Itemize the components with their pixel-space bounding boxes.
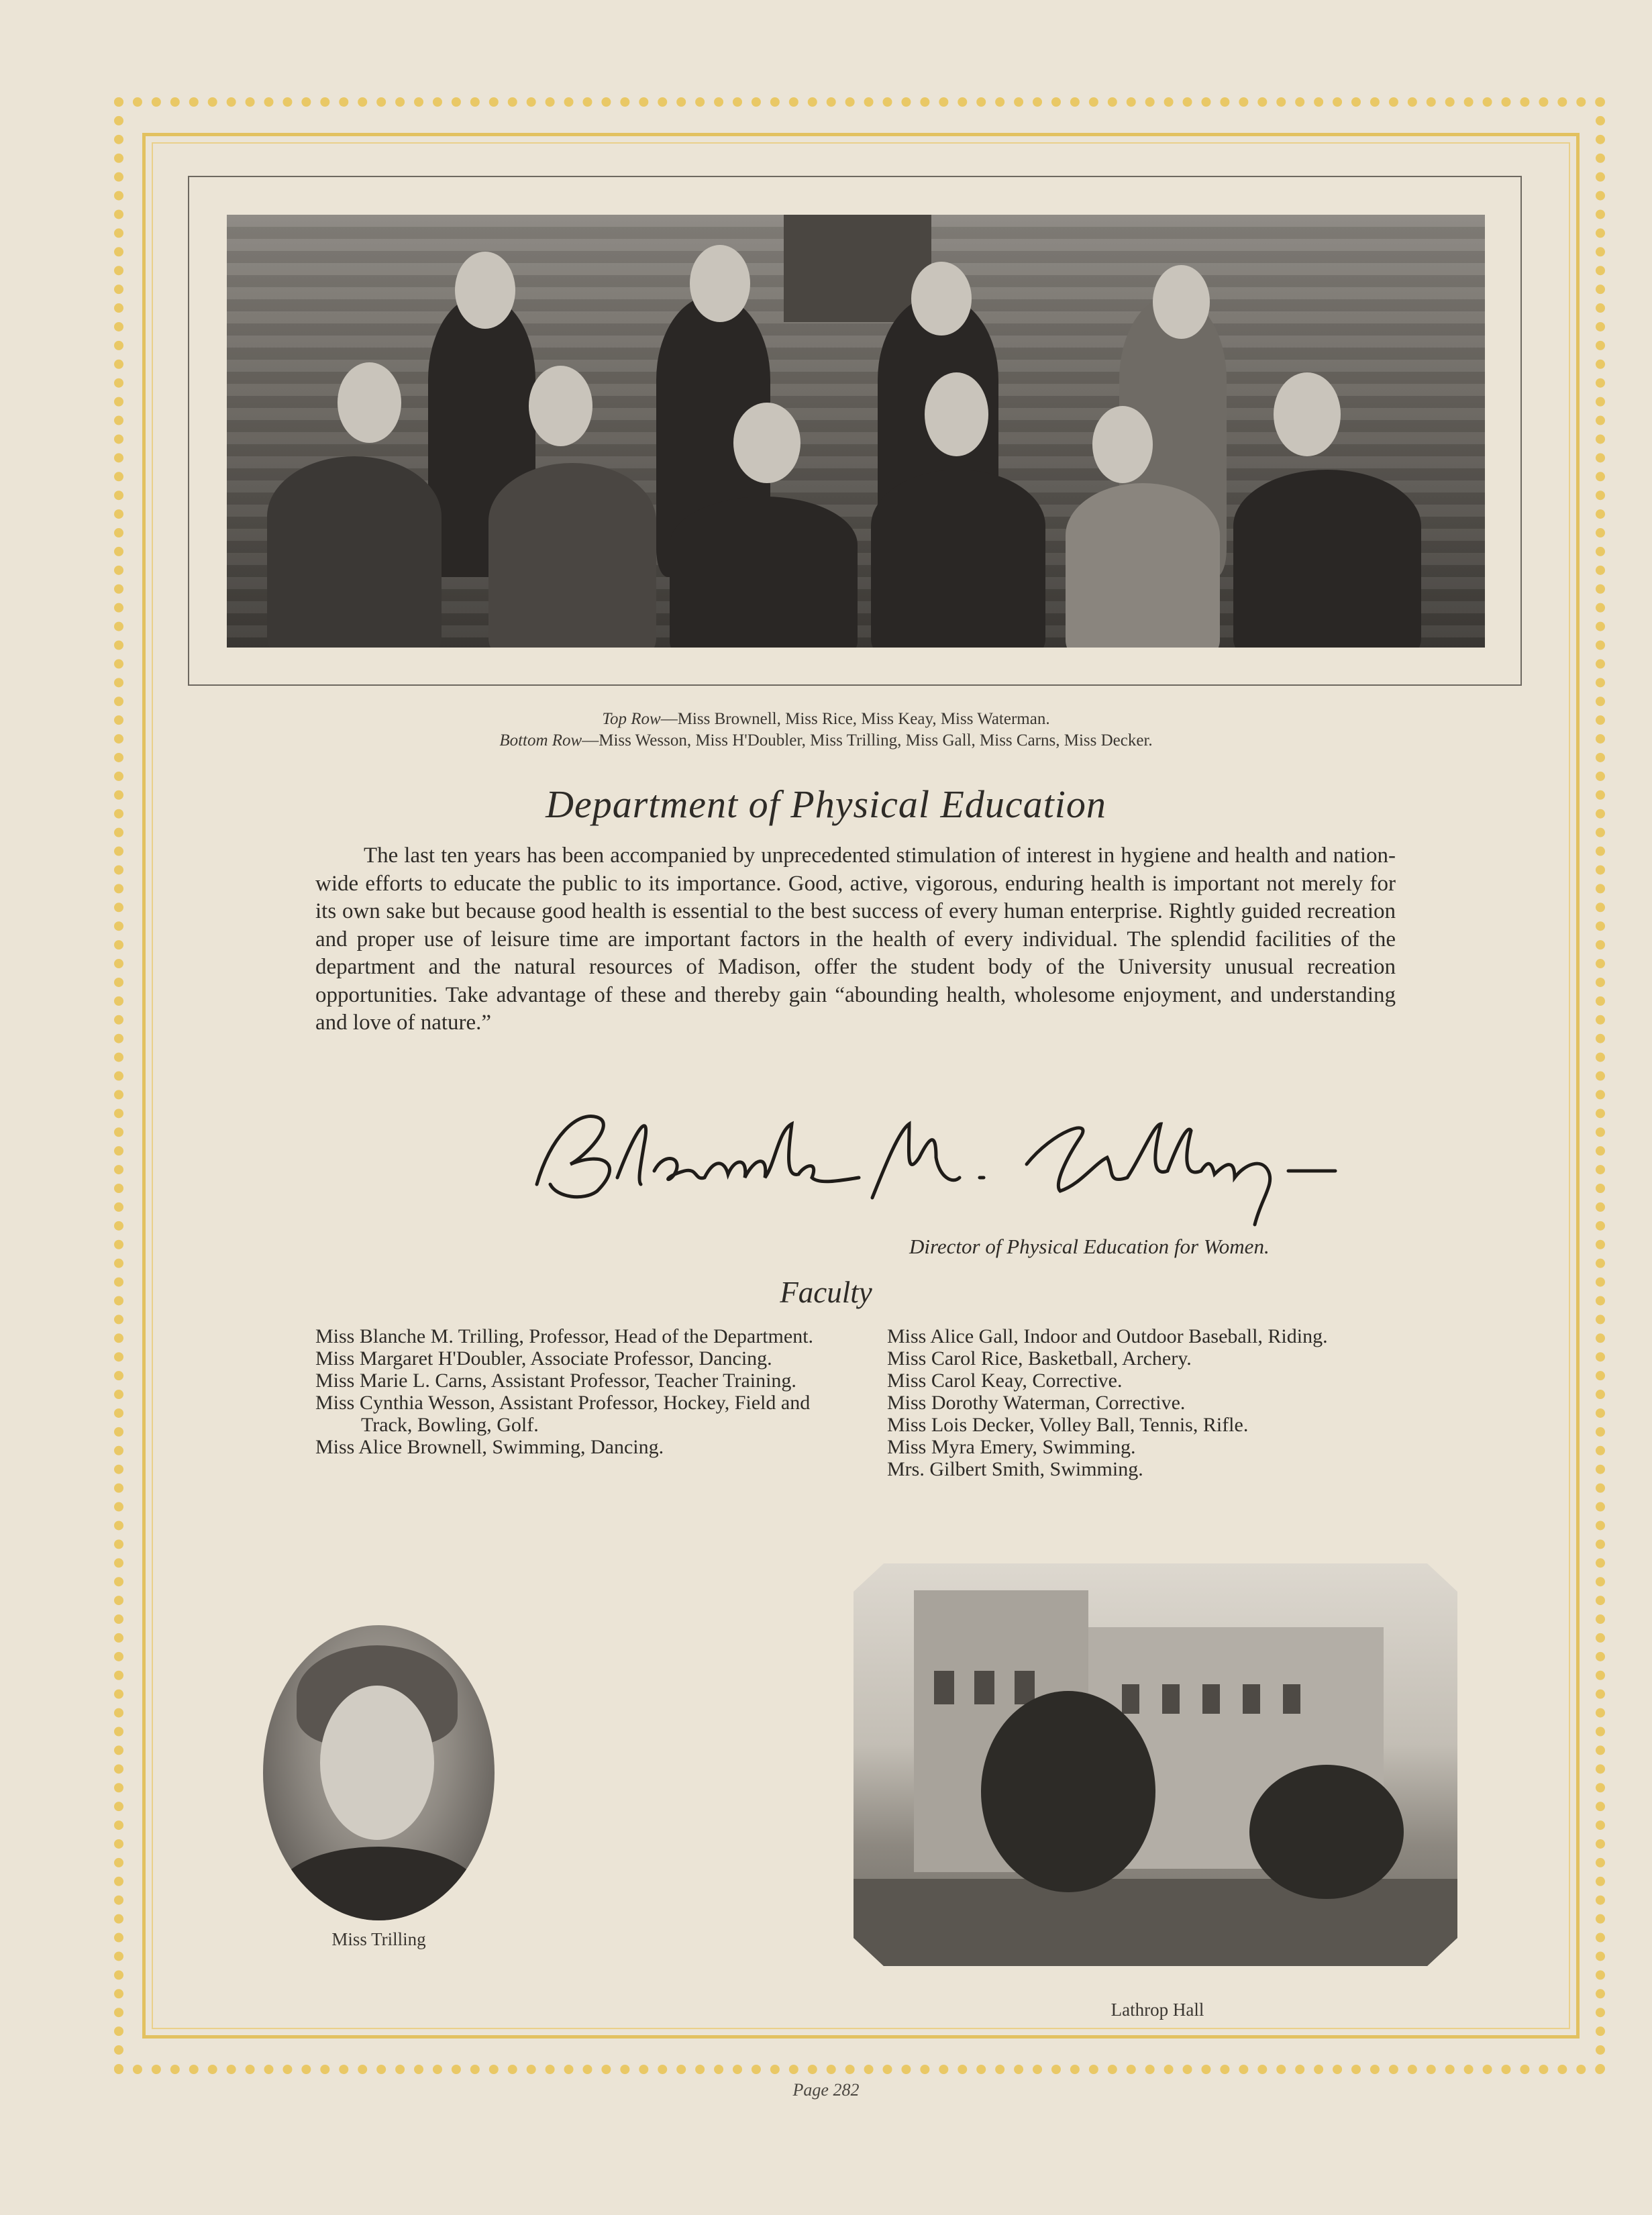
page-number: Page 282	[792, 2080, 860, 2100]
faculty-entry: Miss Alice Brownell, Swimming, Dancing.	[315, 1436, 664, 1458]
faculty-entry: Miss Marie L. Carns, Assistant Professor, Teacher Training.	[315, 1370, 796, 1392]
photo-caption-bottom	[0, 731, 1652, 750]
faculty-entry: Miss Carol Rice, Basketball, Archery.	[887, 1347, 1192, 1370]
caption-bottom-row-names: —Miss Wesson, Miss H'Doubler, Miss Trilling, Miss Gall, Miss Carns, Miss Decker.	[582, 731, 1153, 750]
faculty-entry: Miss Lois Decker, Volley Ball, Tennis, Rifle.	[887, 1414, 1249, 1436]
faculty-entry: Miss Blanche M. Trilling, Professor, Head of the Department.	[315, 1325, 814, 1347]
page-title: Department of Physical Education	[546, 782, 1106, 826]
signature-image	[523, 1084, 1409, 1231]
caption-bottom-row-label: Bottom Row	[499, 731, 582, 750]
faculty-entry: Miss Dorothy Waterman, Corrective.	[887, 1392, 1186, 1414]
signature-title: Director of Physical Education for Women.	[909, 1235, 1270, 1258]
caption-top-row-names: —Miss Brownell, Miss Rice, Miss Keay, Miss Waterman.	[660, 710, 1050, 728]
group-photo	[227, 215, 1485, 648]
building-caption: Lathrop Hall	[1111, 2000, 1204, 2020]
photo-caption-top	[0, 710, 1652, 729]
faculty-entry: Miss Alice Gall, Indoor and Outdoor Baseball, Riding.	[887, 1325, 1328, 1347]
faculty-heading: Faculty	[780, 1276, 872, 1309]
faculty-entry: Miss Myra Emery, Swimming.	[887, 1436, 1136, 1458]
caption-top-row-label: Top Row	[602, 710, 661, 728]
faculty-entry: Mrs. Gilbert Smith, Swimming.	[887, 1458, 1143, 1480]
faculty-entry: Miss Margaret H'Doubler, Associate Professor, Dancing.	[315, 1347, 772, 1370]
faculty-list-right	[887, 1325, 1404, 1480]
portrait-caption: Miss Trilling	[331, 1929, 426, 1949]
portrait-photo	[263, 1625, 495, 1920]
building-photo	[854, 1563, 1457, 1966]
body-paragraph: The last ten years has been accompanied by unprecedented stimulation of interest in hygiene and health and nation-wide efforts to educate the public to its importance. Good, active, vigorous, enduring health is important not merely for its own sake but because good health is essential to the best success of every human enterprise. Rightly guided recreation and proper use of leisure time are important factors in the health of every individual. The splendid facilities of the department and the natural resources of Madison, offer the student body of the University unusual recreation opportunities. Take advantage of these and thereby gain “abounding health, wholesome enjoyment, and understanding and love of nature.”	[315, 843, 1396, 1035]
faculty-entry: Miss Cynthia Wesson, Assistant Professor, Hockey, Field and Track, Bowling, Golf.	[315, 1392, 811, 1436]
faculty-entry: Miss Carol Keay, Corrective.	[887, 1370, 1123, 1392]
faculty-list-left	[315, 1325, 825, 1458]
